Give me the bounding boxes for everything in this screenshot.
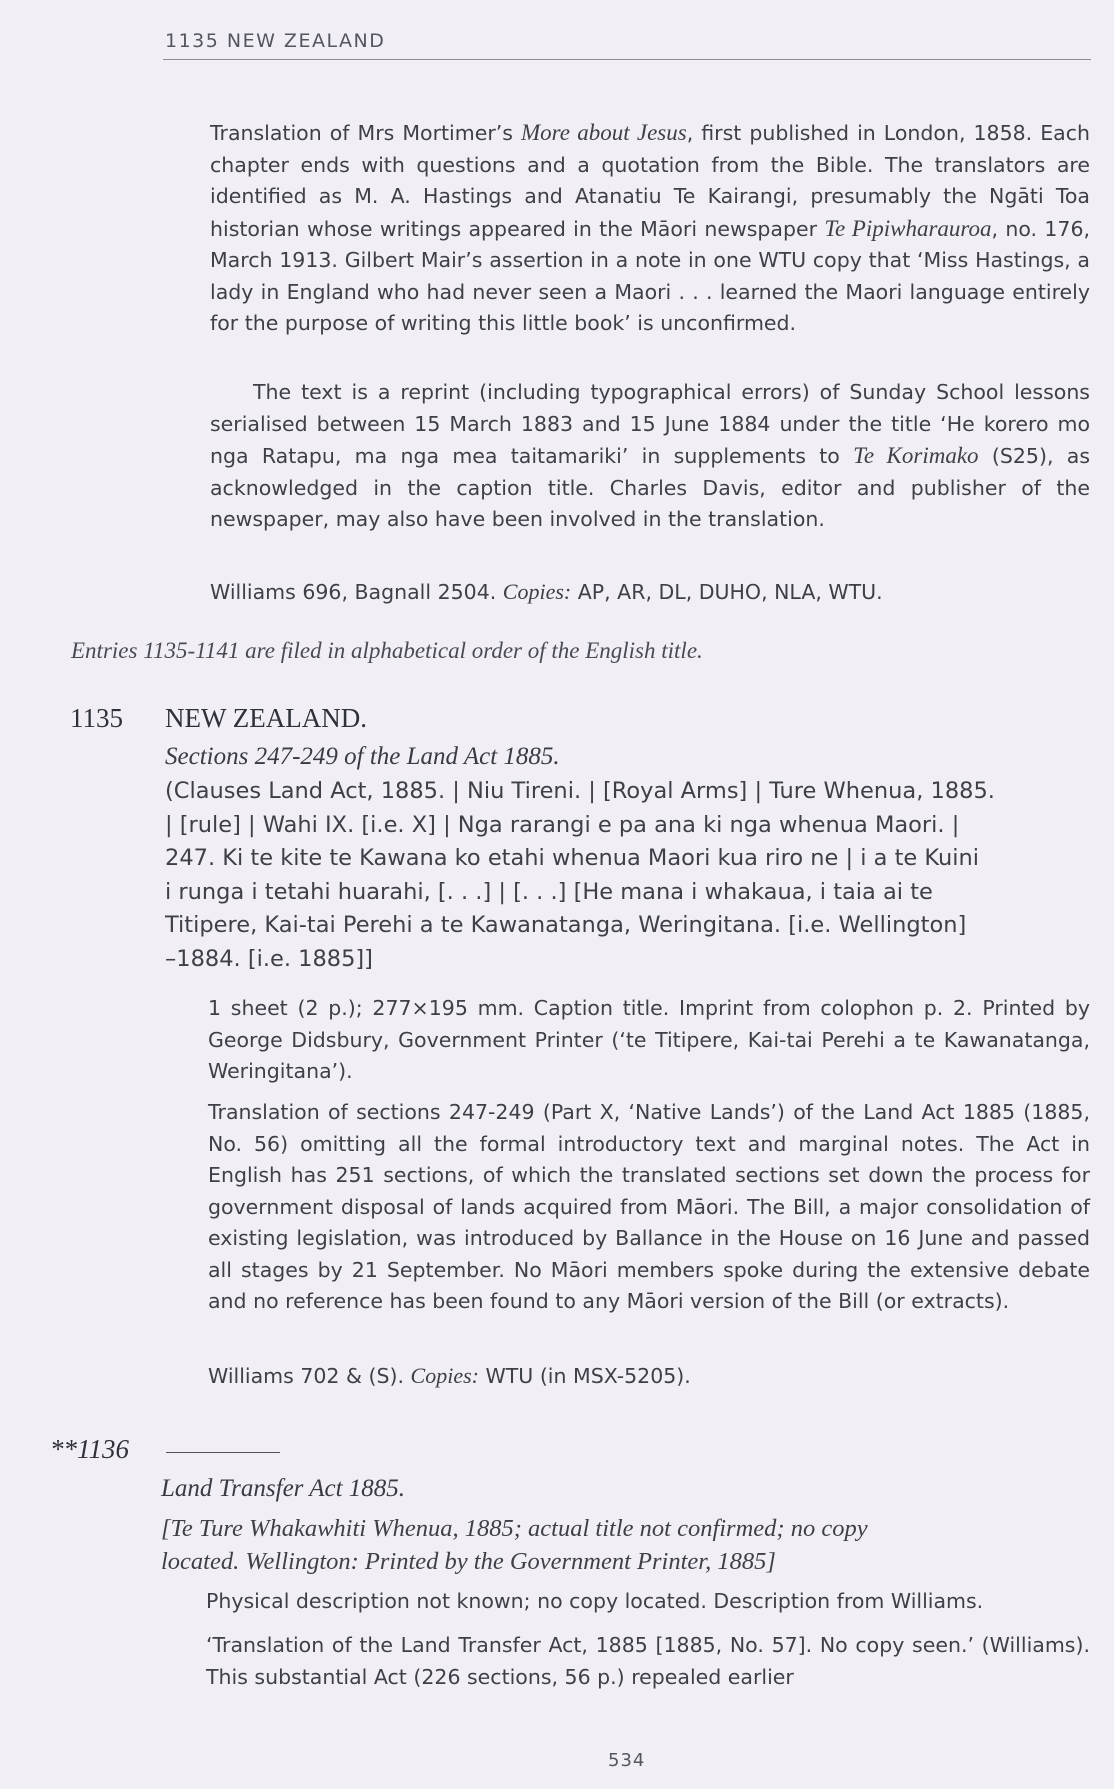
prev-entry-paragraph-1 (210, 117, 1090, 340)
entry-references (208, 1360, 1090, 1393)
entry-number: **1136 (50, 1434, 129, 1464)
transcription-line: | [rule] | Wahi IX. [i.e. X] | Nga rarangi e pa ana ki nga whenua Maori. | (165, 811, 960, 838)
newspaper-title: Te Pipiwharauroa (824, 215, 992, 241)
bracketed-title (161, 1512, 1091, 1578)
prev-entry-paragraph-2 (210, 377, 1090, 536)
transcription-line: –1884. [i.e. 1885]] (165, 945, 373, 972)
entry-number: 1135 (70, 703, 123, 733)
physical-description: 1 sheet (2 p.); 277×195 mm. Caption title. Imprint from colophon p. 2. Printed by George Didsbury, Government Printer (‘te Titipere, Kai-tai Perehi a te Kawanatanga, Weringitana’). (208, 996, 1090, 1083)
book-title: More about Jesus (520, 120, 687, 145)
transcription-line: i runga i tetahi huarahi, [. . .] | [. . .] [He mana i whakaua, i taia ai te (165, 878, 933, 905)
text-run: , first published in London, 1858. Each chapter ends with questions and a quotation from the Bible. The translators are identified as M. A. Hastings and Atanatiu Te Kairangi, presumably the Ngāti Toa historian whose writings appeared in the Māori newspaper (210, 121, 1090, 241)
copies-label: Copies: (502, 579, 572, 604)
physical-description: Physical description not known; no copy located. Description from Williams. (206, 1589, 984, 1613)
page-number: 534 (608, 1750, 646, 1771)
title-transcription (165, 775, 1087, 976)
transcription-line: Titipere, Kai-tai Perehi a te Kawanatanga, Weringitana. [i.e. Wellington] (165, 912, 967, 938)
filing-note: Entries 1135-1141 are filed in alphabetical order of the English title. (71, 638, 703, 663)
text-run: (S25), as acknowledged in the caption title. Charles Davis, editor and publisher of the newspaper, may also have been involved in the translation. (210, 444, 1091, 531)
entry-title: Land Transfer Act 1885. (161, 1475, 406, 1502)
header-rule (163, 59, 1091, 60)
entry-note: Translation of sections 247-249 (Part X, ‘Native Lands’) of the Land Act 1885 (1885, No. 56) omitting all the formal introductory text and marginal notes. The Act in English has 251 sections, of which the translated sections set down the process for government disposal of lands acquired from Māori. The Bill, a major consolidation of existing legislation, was introduced by Ballance in the House on 16 June and passed all stages by 21 September. No Māori members spoke during the extensive debate and no reference has been found to any Māori version of the Bill (or extracts). (208, 1100, 1090, 1313)
entry-title: Sections 247-249 of the Land Act 1885. (165, 743, 560, 770)
transcription-line: (Clauses Land Act, 1885. | Niu Tireni. | [Royal Arms] | Ture Whenua, 1885. (165, 778, 995, 804)
text-run: Translation of Mrs Mortimer’s (210, 121, 521, 145)
text-run: , no. 176, March 1913. Gilbert Mair’s assertion in a note in one WTU copy that ‘Miss Hastings, a lady in England who had never seen a Maori . . . learned the Maori language entirely for the purpose of writing this little book’ is unconfirmed. (210, 216, 1091, 335)
text-run: WTU (in MSX-5205). (478, 1364, 691, 1388)
bracketed-line: [Te Ture Whakawhiti Whenua, 1885; actual title not confirmed; no copy (161, 1515, 868, 1542)
newspaper-title: Te Korimako (853, 443, 979, 468)
entry-heading: NEW ZEALAND. (165, 703, 367, 733)
text-run: The text is a reprint (including typographical errors) of Sunday School lessons serialised between 15 March 1883 and 15 June 1884 under the title ‘He korero mo nga Ratapu, ma nga mea taitamariki’ in supplements to (210, 380, 1090, 468)
repeat-heading-rule (166, 1452, 280, 1453)
bracketed-line: located. Wellington: Printed by the Government Printer, 1885] (161, 1548, 776, 1575)
text-run: Williams 702 & (S). (208, 1364, 411, 1388)
copies-label: Copies: (410, 1363, 479, 1388)
text-run: AP, AR, DL, DUHO, NLA, WTU. (571, 580, 883, 604)
entry-note: ‘Translation of the Land Transfer Act, 1885 [1885, No. 57]. No copy seen.’ (Williams). This substantial Act (226 sections, 56 p.) repealed earlier (206, 1633, 1090, 1689)
prev-entry-references (210, 576, 1090, 609)
text-run: Williams 696, Bagnall 2504. (210, 580, 503, 604)
transcription-line: 247. Ki te kite te Kawana ko etahi whenua Maori kua riro ne | i a te Kuini (165, 845, 980, 871)
running-head: 1135 NEW ZEALAND (165, 30, 386, 52)
